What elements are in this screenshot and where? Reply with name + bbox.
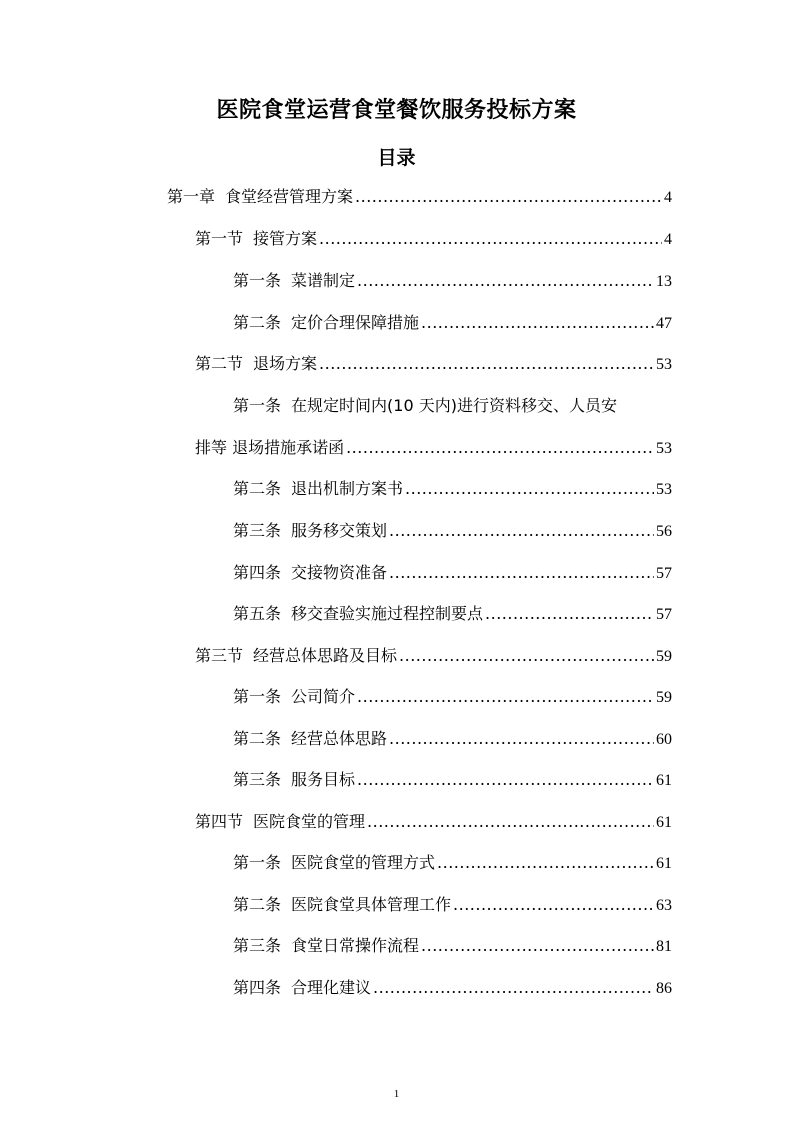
- toc-entry-text: 食堂日常操作流程: [291, 936, 420, 955]
- page-number: 1: [393, 1088, 400, 1100]
- document-title: 医院食堂运营食堂餐饮服务投标方案: [216, 98, 577, 123]
- toc-entry-label: 第二条: [233, 313, 282, 332]
- toc-entry-text: 服务目标: [291, 770, 356, 789]
- toc-entry-article[interactable]: [233, 976, 672, 1001]
- toc-entry-page: 53: [656, 481, 672, 498]
- toc-entry-page: 59: [656, 689, 672, 706]
- toc-entry-article-wrapped-line1[interactable]: [233, 394, 672, 418]
- toc-entry-page: 61: [656, 814, 672, 831]
- toc-leader-dots: [437, 851, 654, 875]
- toc-entry-page: 57: [656, 565, 672, 582]
- toc-entry-label: 第一章: [167, 187, 216, 206]
- toc-entry-text: 菜谱制定: [291, 271, 356, 290]
- toc-entry-text: 医院食堂的管理方式: [291, 853, 436, 872]
- toc-entry-label: 第二条: [233, 895, 282, 914]
- toc-entry-article[interactable]: [233, 893, 672, 918]
- toc-entry-label: 第四条: [233, 563, 282, 582]
- toc-entry-page: 86: [656, 980, 672, 997]
- toc-leader-dots: [373, 976, 654, 1000]
- toc-leader-dots: [421, 311, 654, 335]
- toc-entry-text: 经营总体思路: [291, 729, 388, 748]
- toc-leader-dots: [346, 436, 654, 460]
- toc-leader-dots: [405, 477, 654, 501]
- toc-entry-article[interactable]: [233, 934, 672, 959]
- toc-entry-section-1[interactable]: [195, 227, 672, 252]
- toc-entry-page: 13: [656, 273, 672, 290]
- toc-entry-label: 第三条: [233, 936, 282, 955]
- toc-leader-dots: [355, 185, 662, 209]
- toc-entry-article[interactable]: [233, 851, 672, 876]
- toc-entry-label: 第二节: [195, 354, 244, 373]
- toc-entry-label: 第四条: [233, 978, 282, 997]
- toc-leader-dots: [319, 352, 654, 376]
- toc-entry-label: 第四节: [195, 812, 244, 831]
- toc-entry-text: 在规定时间内(10 天内)进行资料移交、人员安: [291, 396, 617, 415]
- toc-entry-text: 食堂经营管理方案: [225, 187, 354, 206]
- toc-entry-page: 81: [656, 938, 672, 955]
- toc-entry-text: 医院食堂具体管理工作: [291, 895, 452, 914]
- toc-entry-article[interactable]: [233, 561, 672, 586]
- toc-entry-page: 53: [656, 440, 672, 457]
- toc-entry-text: 排等 退场措施承诺函: [195, 438, 345, 457]
- toc-leader-dots: [421, 934, 654, 958]
- toc-entry-chapter-1[interactable]: [167, 185, 672, 210]
- toc-entry-label: 第五条: [233, 604, 282, 623]
- toc-entry-page: 53: [656, 356, 672, 373]
- toc-entry-page: 56: [656, 523, 672, 540]
- toc-entry-page: 57: [656, 606, 672, 623]
- toc-leader-dots: [319, 227, 662, 251]
- toc-entry-label: 第二条: [233, 729, 282, 748]
- toc-entry-text: 交接物资准备: [291, 563, 388, 582]
- toc-entry-section-4[interactable]: [195, 810, 672, 835]
- toc-entry-text: 退场方案: [253, 354, 318, 373]
- toc-entry-text: 定价合理保障措施: [291, 313, 420, 332]
- toc-leader-dots: [357, 768, 654, 792]
- toc-entry-page: 4: [664, 189, 672, 206]
- toc-leader-dots: [399, 644, 654, 668]
- toc-entry-text: 接管方案: [253, 229, 318, 248]
- toc-entry-label: 第一节: [195, 229, 244, 248]
- toc-leader-dots: [485, 602, 654, 626]
- toc-entry-article-wrapped-line2[interactable]: [195, 436, 672, 461]
- toc-entry-article[interactable]: [233, 477, 672, 502]
- toc-entry-text: 公司简介: [291, 687, 356, 706]
- toc-entry-section-3[interactable]: [195, 644, 672, 669]
- toc-entry-article[interactable]: [233, 269, 672, 294]
- toc-entry-text: 退出机制方案书: [291, 479, 404, 498]
- toc-entry-text: 服务移交策划: [291, 521, 388, 540]
- toc-entry-text: 移交查验实施过程控制要点: [291, 604, 484, 623]
- toc-entry-text: 合理化建议: [291, 978, 372, 997]
- toc-entry-article[interactable]: [233, 727, 672, 752]
- toc-entry-label: 第一条: [233, 853, 282, 872]
- toc-entry-label: 第三条: [233, 770, 282, 789]
- toc-leader-dots: [389, 727, 654, 751]
- toc-entry-article[interactable]: [233, 685, 672, 710]
- toc-entry-page: 47: [656, 315, 672, 332]
- toc-entry-article[interactable]: [233, 768, 672, 793]
- toc-entry-label: 第三节: [195, 646, 244, 665]
- toc-entry-label: 第二条: [233, 479, 282, 498]
- toc-entry-label: 第一条: [233, 396, 282, 415]
- toc-heading: 目录: [377, 147, 416, 169]
- toc-entry-page: 61: [656, 772, 672, 789]
- toc-leader-dots: [453, 893, 654, 917]
- toc-leader-dots: [389, 561, 654, 585]
- toc-entry-article[interactable]: [233, 602, 672, 627]
- toc-entry-page: 63: [656, 897, 672, 914]
- toc-leader-dots: [357, 269, 654, 293]
- toc-leader-dots: [367, 810, 654, 834]
- toc-entry-page: 61: [656, 855, 672, 872]
- toc-entry-label: 第一条: [233, 687, 282, 706]
- toc-leader-dots: [357, 685, 654, 709]
- toc-leader-dots: [389, 519, 654, 543]
- toc-entry-page: 4: [664, 231, 672, 248]
- toc-entry-page: 59: [656, 648, 672, 665]
- toc-entry-text: 医院食堂的管理: [253, 812, 366, 831]
- toc-entry-label: 第一条: [233, 271, 282, 290]
- toc-entry-section-2[interactable]: [195, 352, 672, 377]
- toc-entry-text: 经营总体思路及目标: [253, 646, 398, 665]
- toc-entry-page: 60: [656, 731, 672, 748]
- toc-entry-article[interactable]: [233, 311, 672, 336]
- toc-entry-label: 第三条: [233, 521, 282, 540]
- toc-entry-article[interactable]: [233, 519, 672, 544]
